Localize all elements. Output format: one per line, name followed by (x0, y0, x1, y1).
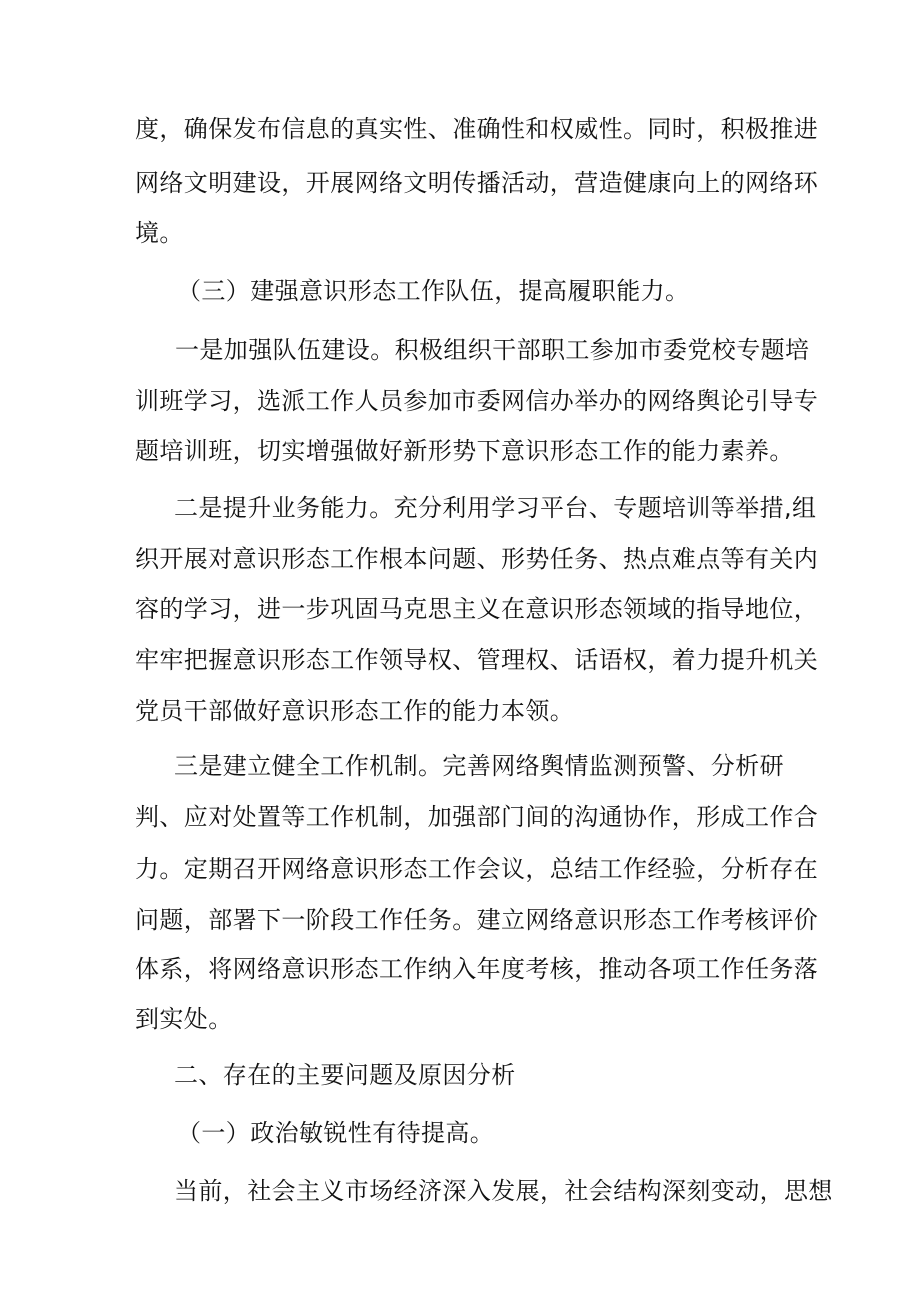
subsection-heading: （一）政治敏锐性有待提高。 (177, 1119, 495, 1147)
body-text-line: 到实处。 (135, 1005, 233, 1033)
body-text-line: 训班学习，选派工作人员参加市委网信办举办的网络舆论引导专 (135, 387, 819, 415)
body-text-line: 题培训班，切实增强做好新形势下意识形态工作的能力素养。 (135, 437, 794, 465)
body-text-line: 容的学习，进一步巩固马克思主义在意识形态领域的指导地位， (135, 595, 819, 623)
body-text-line: 度，确保发布信息的真实性、准确性和权威性。同时，积极推进 (135, 115, 819, 143)
body-text-line: 体系，将网络意识形态工作纳入年度考核，推动各项工作任务落 (135, 955, 819, 983)
paragraph-first-line: 一是加强队伍建设。积极组织干部职工参加市委党校专题培 (175, 336, 810, 364)
paragraph-first-line: 当前，社会主义市场经济深入发展，社会结构深刻变动，思想 (174, 1177, 833, 1205)
section-heading: 二、存在的主要问题及原因分析 (174, 1061, 516, 1089)
paragraph-first-line: 二是提升业务能力。充分利用学习平台、专题培训等举措,组 (174, 494, 817, 522)
body-text-line: 境。 (135, 219, 184, 247)
body-text-line: 党员干部做好意识形态工作的能力本领。 (135, 697, 575, 725)
body-text-line: 问题，部署下一阶段工作任务。建立网络意识形态工作考核评价 (135, 906, 819, 934)
section-heading: （三）建强意识形态工作队伍，提高履职能力。 (177, 277, 690, 305)
body-text-line: 牢牢把握意识形态工作领导权、管理权、话语权，着力提升机关 (135, 646, 819, 674)
body-text-line: 力。定期召开网络意识形态工作会议，总结工作经验，分析存在 (135, 855, 819, 883)
paragraph-first-line: 三是建立健全工作机制。完善网络舆情监测预警、分析研 (174, 752, 784, 780)
body-text-line: 网络文明建设，开展网络文明传播活动，营造健康向上的网络环 (135, 169, 819, 197)
body-text-line: 判、应对处置等工作机制，加强部门间的沟通协作，形成工作合 (135, 803, 819, 831)
body-text-line: 织开展对意识形态工作根本问题、形势任务、热点难点等有关内 (135, 545, 819, 573)
